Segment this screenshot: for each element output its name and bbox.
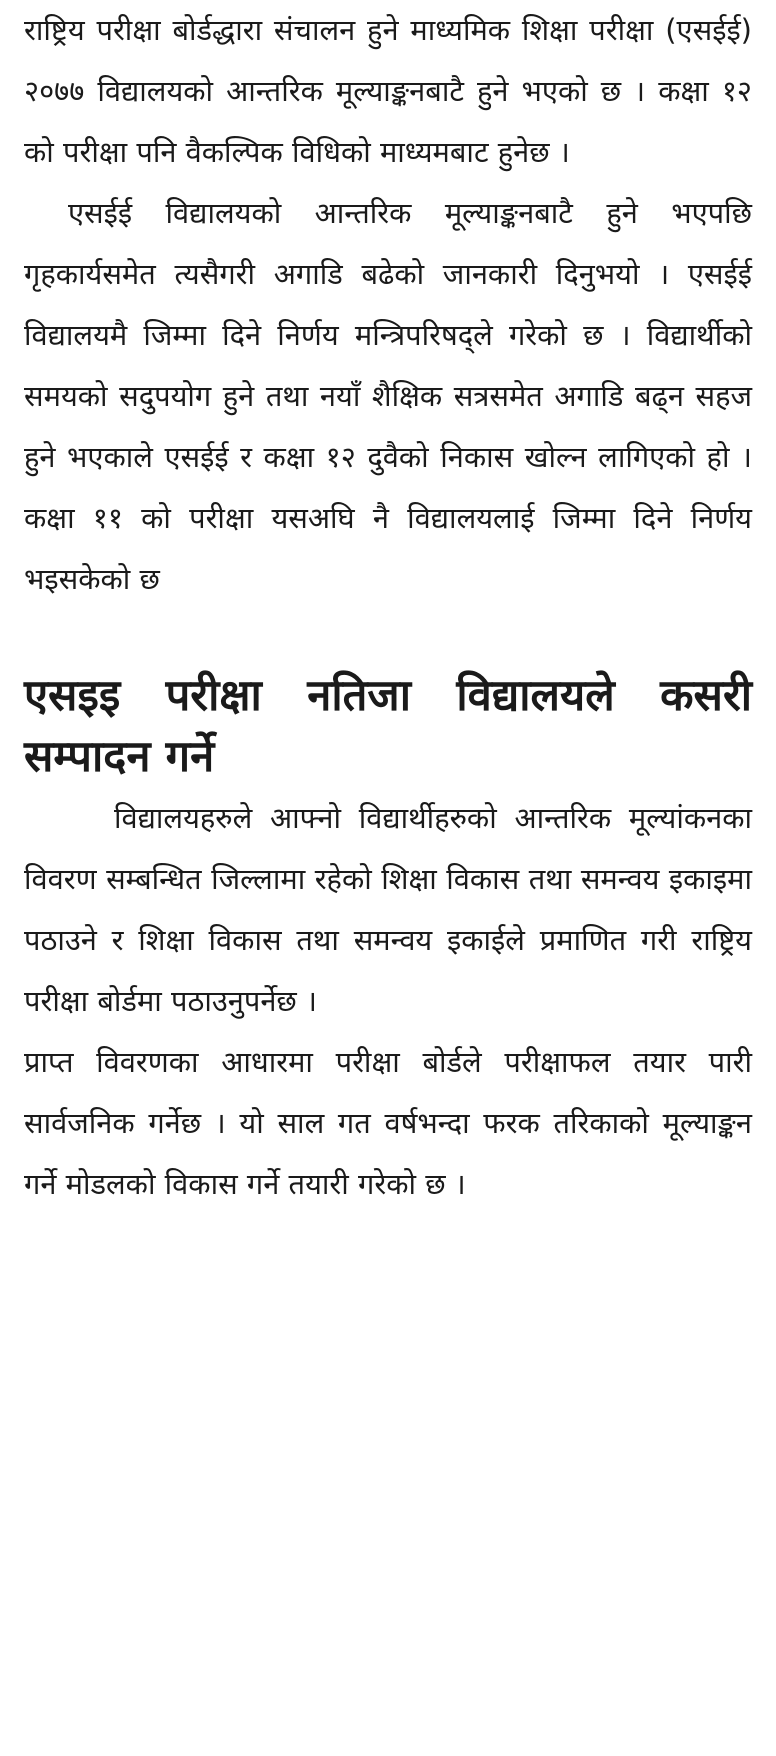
section-spacer <box>24 610 752 666</box>
section-heading: एसइइ परीक्षा नतिजा विद्यालयले कसरी सम्पादन गर्ने <box>24 671 752 782</box>
paragraph-school-process: विद्यालयहरुले आफ्नो विद्यार्थीहरुको आन्तरिक मूल्यांकनका विवरण सम्बन्धित जिल्लामा रहेको शिक्षा विकास तथा समन्वय इकाइमा पठाउने र शिक्षा विकास तथा समन्वय इकाईले प्रमाणित गरी राष्ट्रिय परीक्षा बोर्डमा पठाउनुपर्नेछ । <box>24 801 752 1018</box>
article-body <box>24 0 752 1215</box>
paragraph-result-publication: प्राप्त विवरणका आधारमा परीक्षा बोर्डले परीक्षाफल तयार पारी सार्वजनिक गर्नेछ । यो साल गत वर्षभन्दा फरक तरिकाको मूल्याङ्कन गर्ने मोडलको विकास गर्ने तयारी गरेको छ । <box>24 1045 752 1201</box>
paragraph-intro: राष्ट्रिय परीक्षा बोर्डद्धारा संचालन हुने माध्यमिक शिक्षा परीक्षा (एसईई) २०७७ विद्यालयको आन्तरिक मूल्याङ्कनबाटै हुने भएको छ । कक्षा १२ को परीक्षा पनि वैकल्पिक विधिको माध्यमबाट हुनेछ । <box>24 13 752 169</box>
paragraph-decision: एसईई विद्यालयको आन्तरिक मूल्याङ्कनबाटै हुने भएपछि गृहकार्यसमेत त्यसैगरी अगाडि बढेको जानकारी दिनुभयो । एसईई विद्यालयमै जिम्मा दिने निर्णय मन्त्रिपरिषद्ले गरेको छ । विद्यार्थीको समयको सदुपयोग हुने तथा नयाँ शैक्षिक सत्रसमेत अगाडि बढ्न सहज हुने भएकाले एसईई र कक्षा १२ दुवैको निकास खोल्न लागिएको हो । कक्षा ११ को परीक्षा यसअघि नै विद्यालयलाई जिम्मा दिने निर्णय भइसकेको छ <box>24 196 752 596</box>
